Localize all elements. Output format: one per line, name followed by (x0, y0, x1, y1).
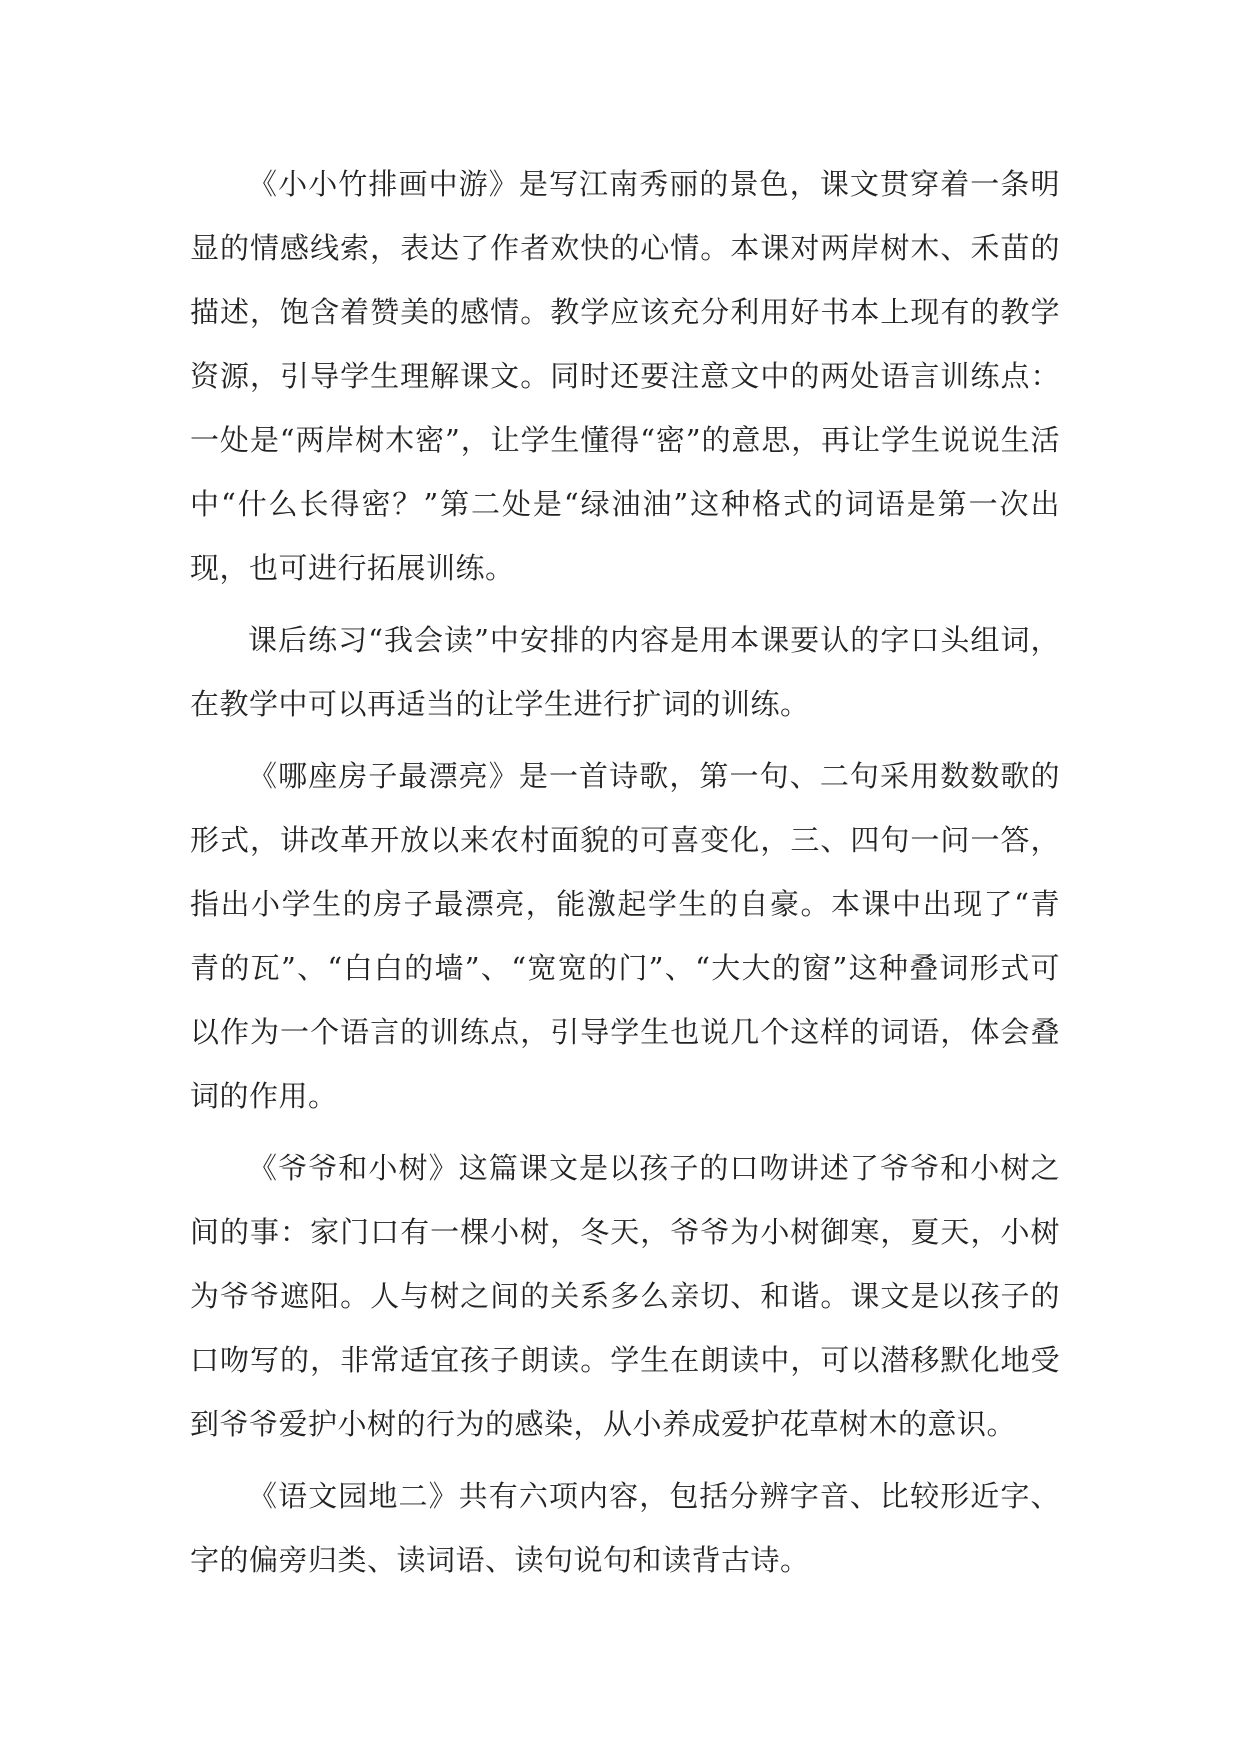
document-body (190, 152, 1060, 1600)
paragraph-prettiest-house: 《哪座房子最漂亮》是一首诗歌，第一句、二句采用数数歌的形式，讲改革开放以来农村面貌的可喜变化，三、四句一问一答，指出小学生的房子最漂亮，能激起学生的自豪。本课中出现了“青青的瓦”、“白白的墙”、“宽宽的门”、“大大的窗”这种叠词形式可以作为一个语言的训练点，引导学生也说几个这样的词语，体会叠词的作用。 (190, 759, 1060, 1113)
paragraph-chinese-garden-two: 《语文园地二》共有六项内容，包括分辨字音、比较形近字、字的偏旁归类、读词语、读句说句和读背古诗。 (190, 1479, 1060, 1577)
paragraph-grandpa-and-tree: 《爷爷和小树》这篇课文是以孩子的口吻讲述了爷爷和小树之间的事：家门口有一棵小树，冬天，爷爷为小树御寒，夏天，小树为爷爷遮阳。人与树之间的关系多么亲切、和谐。课文是以孩子的口吻写的，非常适宜孩子朗读。学生在朗读中，可以潜移默化地受到爷爷爱护小树的行为的感染，从小养成爱护花草树木的意识。 (190, 1151, 1060, 1441)
paragraph-bamboo-raft: 《小小竹排画中游》是写江南秀丽的景色，课文贯穿着一条明显的情感线索，表达了作者欢快的心情。本课对两岸树木、禾苗的描述，饱含着赞美的感情。教学应该充分利用好书本上现有的教学资源，引导学生理解课文。同时还要注意文中的两处语言训练点：一处是“两岸树木密”，让学生懂得“密”的意思，再让学生说说生活中“什么长得密？”第二处是“绿油油”这种格式的词语是第一次出现，也可进行拓展训练。 (190, 167, 1060, 585)
paragraph-after-class-exercise: 课后练习“我会读”中安排的内容是用本课要认的字口头组词，在教学中可以再适当的让学生进行扩词的训练。 (190, 623, 1060, 721)
